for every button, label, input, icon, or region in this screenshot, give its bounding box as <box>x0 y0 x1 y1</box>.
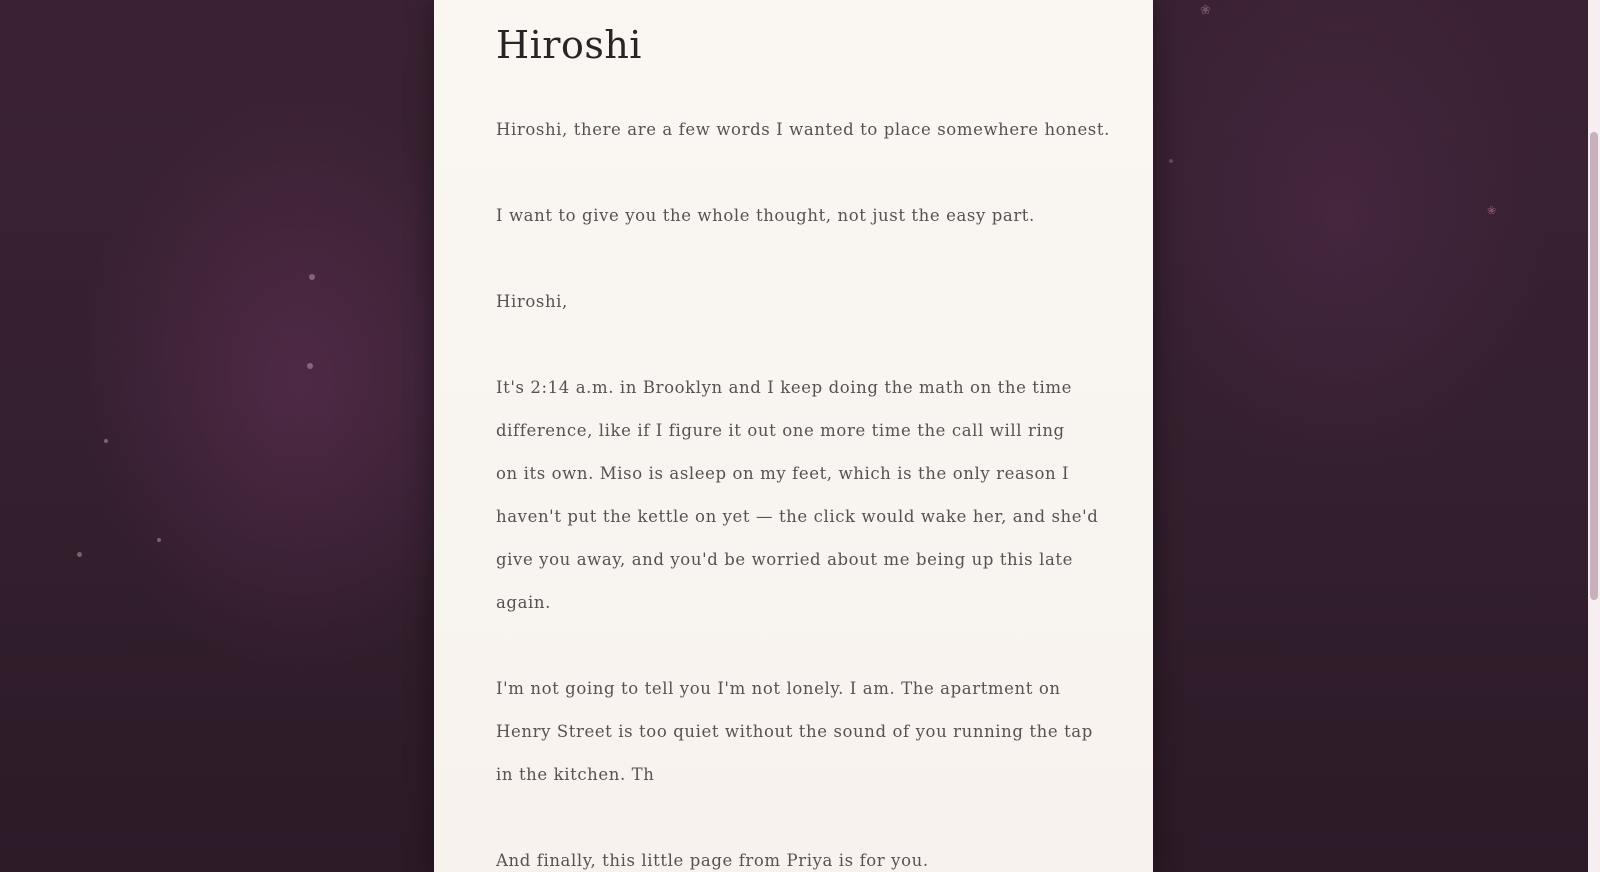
letter-paragraph <box>496 194 1096 237</box>
scrollbar-thumb[interactable] <box>1590 132 1598 600</box>
letter-line: in the kitchen. Th <box>496 765 655 784</box>
letter-line: And finally, this little page from Priya is for you. <box>496 851 929 870</box>
letter-line: give you away, and you'd be worried about me being up this late <box>496 550 1073 569</box>
flower-icon: ❀ <box>1200 3 1211 18</box>
flower-icon: ❀ <box>1487 204 1497 217</box>
letter-line: haven't put the kettle on yet — the click would wake her, and she'd <box>496 507 1099 526</box>
letter-line: I want to give you the whole thought, not just the easy part. <box>496 206 1035 225</box>
letter-line: I'm not going to tell you I'm not lonely. I am. The apartment on <box>496 679 1061 698</box>
sparkle-dot <box>309 274 315 280</box>
letter-page <box>434 0 1153 872</box>
letter-line: difference, like if I figure it out one more time the call will ring <box>496 421 1065 440</box>
letter-line: It's 2:14 a.m. in Brooklyn and I keep doing the math on the time <box>496 378 1073 397</box>
letter-paragraph <box>496 108 1110 151</box>
letter-line: Hiroshi, <box>496 292 568 311</box>
letter-body <box>496 108 1110 872</box>
letter-paragraph <box>496 366 1099 624</box>
sparkle-dot <box>1169 159 1173 163</box>
sparkle-dot <box>307 363 313 369</box>
scrollbar[interactable] <box>1588 0 1600 872</box>
letter-title: Hiroshi <box>496 23 642 67</box>
letter-paragraph <box>496 667 1096 796</box>
letter-line: Hiroshi, there are a few words I wanted to place somewhere honest. <box>496 120 1110 139</box>
sparkle-dot <box>77 552 82 557</box>
letter-paragraph <box>496 839 1096 872</box>
letter-line: on its own. Miso is asleep on my feet, which is the only reason I <box>496 464 1070 483</box>
sparkle-dot <box>157 538 161 542</box>
sparkle-dot <box>104 439 108 443</box>
letter-line: Henry Street is too quiet without the sound of you running the tap <box>496 722 1093 741</box>
letter-paragraph <box>496 280 1096 323</box>
letter-line: again. <box>496 593 551 612</box>
